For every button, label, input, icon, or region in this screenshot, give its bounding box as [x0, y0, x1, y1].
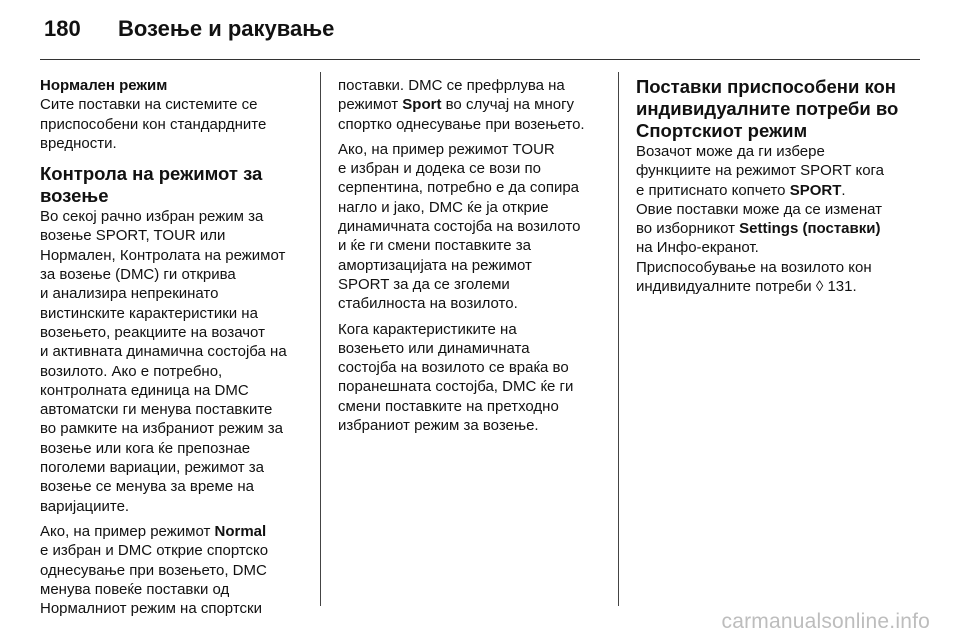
column-divider [618, 72, 619, 606]
text-line: Ако, на пример режимот TOUR [338, 140, 555, 158]
text-line: спортко однесување при возењето. [338, 115, 585, 133]
text-line: поставки. DMC се префрлува на [338, 77, 565, 94]
text-line: возење се менува за време на [40, 478, 254, 496]
text-line: режимот Sport во случај на многу [338, 96, 575, 114]
text-line: на Инфо-екранот. [636, 239, 759, 257]
text-line: нагло и јако, DMC ќе ја открие [338, 198, 549, 216]
text-line: Нормалниот режим на спортски [40, 600, 262, 618]
paragraph [338, 76, 610, 134]
text-line: е притиснато копчето SPORT. [636, 181, 846, 199]
column-2 [338, 76, 610, 435]
page-reference-arrow-icon: ◊ [815, 278, 824, 296]
text-line: во рамките на избраниот режим за [40, 420, 283, 438]
sub-heading: Нормален режим [40, 77, 168, 94]
column-divider [320, 72, 321, 606]
paragraph [338, 140, 610, 314]
text-line: функциите на режимот SPORT кога [636, 162, 885, 180]
text-line: контролната единица на DMC [40, 381, 249, 399]
text-line: вистинските карактеристики на [40, 304, 258, 322]
text-line: и активната динамична состојба на [40, 343, 287, 361]
text-line: Овие поставки може да се изменат [636, 200, 882, 218]
page-reference[interactable]: 131. [823, 278, 857, 296]
header-rule [40, 59, 920, 60]
text-line: е избран и DMC открие спортско [40, 542, 269, 560]
paragraph [338, 320, 610, 436]
text-line: во изборникот Settings (поставки) [636, 220, 881, 238]
text-line: Во секој рачно избран режим за [40, 208, 264, 226]
heading-line: Спортскиот режим [636, 120, 808, 141]
text-line: менува повеќе поставки од [40, 580, 230, 598]
text-line: Приспособување на возилото кон [636, 258, 872, 276]
column-3 [636, 76, 916, 296]
text-line: возењето или динамичната [338, 339, 530, 357]
text-line: индивидуалните потреби ◊ 131. [636, 278, 857, 296]
text-line: однесување при возењето, DMC [40, 561, 267, 579]
text-line: автоматски ги менува поставките [40, 401, 273, 419]
text-line: Кога карактеристиките на [338, 320, 517, 338]
text-line: Возачот може да ги избере [636, 143, 825, 160]
watermark: carmanualsonline.info [721, 610, 930, 633]
text-line: динамичната состојба на возилото [338, 218, 581, 236]
menu-name: Settings (поставки) [739, 220, 881, 238]
text-line: серпентина, потребно е да сопира [338, 179, 580, 197]
text-line: SPORT за да се зголеми [338, 275, 510, 293]
heading-line: возење [40, 185, 109, 207]
mode-name: Normal [214, 522, 267, 540]
text-line: поранешната состојба, DMC ќе ги [338, 378, 574, 396]
text-line: варијациите. [40, 497, 130, 515]
heading-line: индивидуалните потреби во [636, 98, 899, 119]
paragraph [40, 95, 312, 153]
text-line: Сите поставки на системите се [40, 96, 258, 114]
text-line: состојба на возилото се враќа во [338, 359, 569, 377]
text-line: и анализира непрекинато [40, 285, 219, 303]
paragraph [40, 522, 312, 618]
paragraph [40, 207, 312, 516]
page-number: 180 [44, 16, 81, 41]
text-line: смени поставките на претходно [338, 397, 559, 415]
text-line: за возење (DMC) ги открива [40, 266, 236, 284]
text-line: возење или кога ќе препознае [40, 439, 251, 457]
text-line: Нормален, Контролата на режимот [40, 246, 286, 264]
text-line: приспособени кон стандардните [40, 115, 267, 133]
heading-line: Контрола на режимот за [40, 163, 263, 185]
button-name: SPORT [789, 181, 842, 199]
text-line: возилото. Ако е потребно, [40, 362, 223, 380]
mode-name: Sport [402, 96, 442, 114]
page-header [44, 16, 334, 42]
text-line: Ако, на пример режимот Normal [40, 522, 267, 540]
text-line: е избран и додека се вози по [338, 160, 542, 178]
text-line: стабилноста на возилото. [338, 295, 518, 313]
text-line: поголеми вариации, режимот за [40, 459, 264, 477]
text-line: вредности. [40, 134, 117, 152]
paragraph [636, 142, 916, 296]
text-line: амортизацијата на режимот [338, 256, 532, 274]
section-heading [636, 76, 916, 142]
page-title: Возење и ракување [118, 16, 335, 41]
section-heading [40, 163, 312, 207]
text-line: возењето, реакциите на возачот [40, 323, 265, 341]
text-line: и ќе ги смени поставките за [338, 237, 531, 255]
heading-line: Поставки приспособени кон [636, 76, 896, 97]
column-1 [40, 76, 312, 618]
text-line: избраниот режим за возење. [338, 417, 539, 435]
text-line: возење SPORT, TOUR или [40, 227, 226, 245]
